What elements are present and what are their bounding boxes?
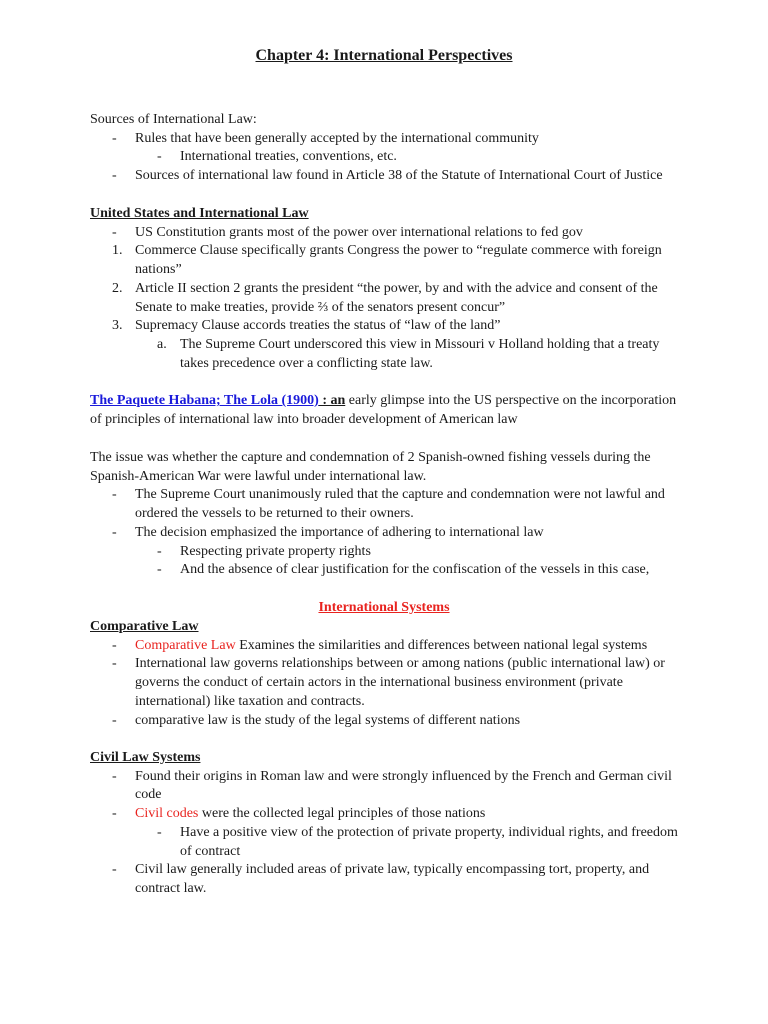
list-item (90, 543, 680, 562)
list-item-text: The Supreme Court unanimously ruled that the capture and condemnation were not lawful and ordered the vessels to be returned to their owners. (135, 487, 665, 522)
bullet-marker: - (112, 524, 117, 540)
list-item (90, 317, 680, 336)
us-section (90, 205, 680, 373)
bullet-marker: - (112, 130, 117, 146)
list-item-text: The decision emphasized the importance of adhering to international law (135, 524, 544, 540)
bullet-marker: - (112, 862, 117, 878)
bullet-marker: - (112, 806, 117, 822)
list-item (90, 768, 680, 805)
list-item-text: Supremacy Clause accords treaties the status of “law of the land” (135, 318, 501, 334)
number-marker: 1. (112, 243, 123, 259)
bullet-marker: - (112, 656, 117, 672)
number-marker: 3. (112, 318, 123, 334)
letter-marker: a. (157, 336, 167, 352)
civil-section (90, 749, 680, 899)
case-link[interactable]: The Paquete Habana; The Lola (1900) (90, 393, 319, 408)
paquete-paragraph (90, 392, 680, 429)
list-item-text: US Constitution grants most of the power over international relations to fed gov (135, 224, 583, 240)
bullet-marker: - (112, 768, 117, 784)
highlighted-term: Civil codes (135, 806, 199, 822)
list-item-text: comparative law is the study of the legal systems of different nations (135, 712, 521, 728)
paragraph-text: early glimpse into the US perspective on the incorporation of principles of international law into broader development of American law (90, 393, 677, 427)
list-item (90, 861, 680, 898)
list-item-text: Article II section 2 grants the president “the power, by and with the advice and consent of the Senate to make treaties, provide ⅔ of the senators present concur” (135, 280, 658, 315)
bullet-marker: - (157, 562, 162, 578)
list-item-text: And the absence of clear justification for the confiscation of the vessels in this case, (180, 562, 650, 578)
highlighted-term: Comparative Law (135, 637, 236, 653)
sources-heading: Sources of International Law: (90, 112, 257, 127)
paragraph-text: The issue was whether the capture and condemnation of 2 Spanish-owned fishing vessels during the Spanish-American War were lawful under international law. (90, 450, 651, 484)
list-item-text: International law governs relationships between or among nations (public international law) or governs the conduct of certain actors in the international business environment (private international) like taxation and contracts. (135, 656, 665, 709)
page-title: Chapter 4: International Perspectives (255, 47, 513, 64)
list-item-text: International treaties, conventions, etc. (180, 149, 397, 165)
number-marker: 2. (112, 280, 123, 296)
case-connector: : an (318, 393, 346, 408)
bullet-marker: - (112, 487, 117, 503)
list-item (90, 130, 680, 149)
issue-section (90, 449, 680, 580)
list-item-text: Commerce Clause specifically grants Congress the power to “regulate commerce with foreign nations” (135, 243, 662, 278)
list-item (90, 524, 680, 543)
list-item (90, 655, 680, 711)
list-item (90, 336, 680, 373)
list-item (90, 486, 680, 523)
bullet-marker: - (157, 149, 162, 165)
list-item-text: Sources of international law found in Article 38 of the Statute of International Court of Justice (135, 168, 663, 184)
list-item (90, 224, 680, 243)
list-item (90, 242, 680, 279)
bullet-marker: - (112, 712, 117, 728)
list-item-text: Examines the similarities and differences between national legal systems (235, 637, 648, 653)
bullet-marker: - (157, 543, 162, 559)
section-heading: Comparative Law (90, 619, 199, 634)
international-systems-heading: International Systems (318, 600, 450, 615)
list-item (90, 712, 680, 731)
bullet-marker: - (112, 637, 117, 653)
list-item (90, 280, 680, 317)
list-item-text: Rules that have been generally accepted by the international community (135, 130, 539, 146)
list-item (90, 805, 680, 824)
bullet-marker: - (112, 168, 117, 184)
bullet-marker: - (112, 224, 117, 240)
list-item-text: Have a positive view of the protection of private property, individual rights, and freedom of contract (180, 824, 678, 859)
list-item-text: Found their origins in Roman law and were strongly influenced by the French and German civil code (135, 768, 672, 803)
list-item (90, 148, 680, 167)
section-heading: United States and International Law (90, 206, 309, 221)
bullet-marker: - (157, 824, 162, 840)
list-item-text: were the collected legal principles of those nations (198, 806, 486, 822)
list-item (90, 637, 680, 656)
list-item-text: Respecting private property rights (180, 543, 371, 559)
list-item (90, 824, 680, 861)
list-item-text: The Supreme Court underscored this view in Missouri v Holland holding that a treaty takes precedence over a conflicting state law. (180, 336, 660, 371)
list-item (90, 167, 680, 186)
section-heading: Civil Law Systems (90, 750, 201, 765)
comparative-section (90, 618, 680, 730)
list-item (90, 561, 680, 580)
list-item-text: Civil law generally included areas of private law, typically encompassing tort, property, and contract law. (135, 862, 650, 896)
sources-section (90, 111, 680, 186)
